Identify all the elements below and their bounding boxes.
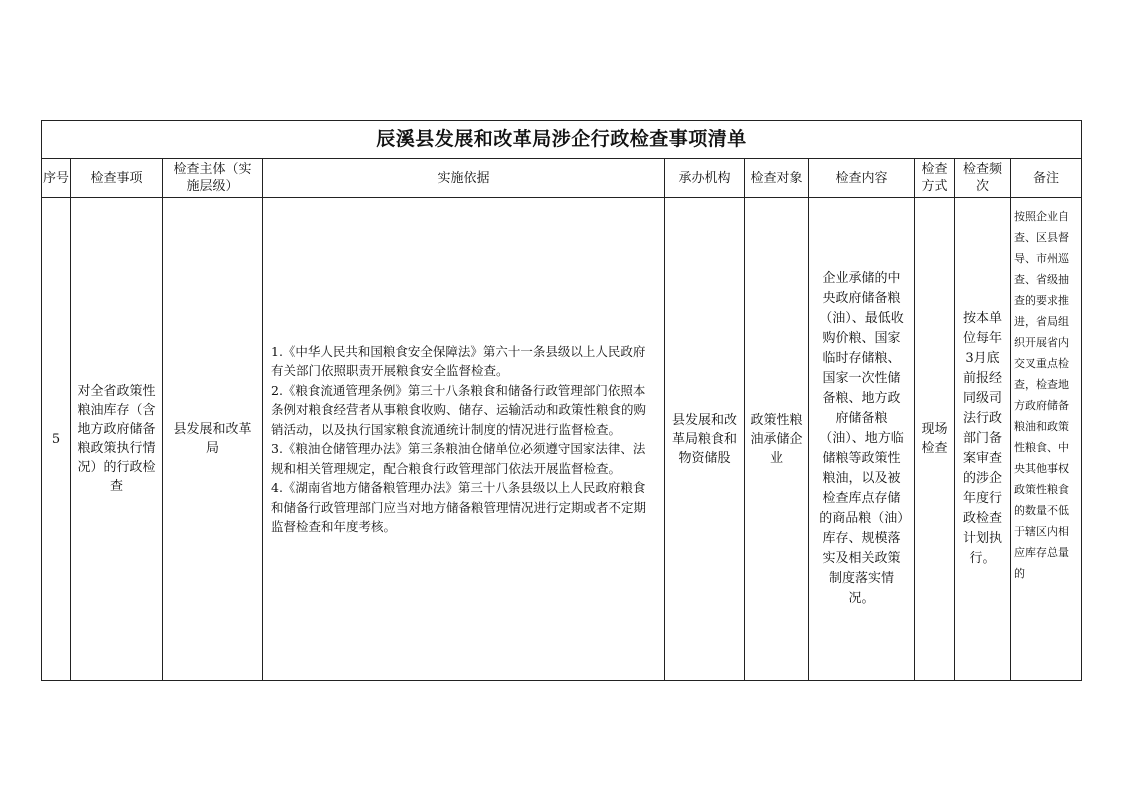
cell-frequency: 按本单位每年3月底前报经同级司法行政部门备案审查的涉企年度行政检查计划执行。 — [955, 198, 1011, 681]
header-content: 检查内容 — [809, 159, 915, 198]
cell-content: 企业承储的中央政府储备粮（油）、最低收购价粮、国家临时存储粮、国家一次性储备粮、地方政府储备粮（油）、地方临储粮等政策性粮油，以及被检查库点存储的商品粮（油）库存、规模落实及相关政策制度落实情况。 — [809, 198, 915, 681]
basis-clause-2: 2.《粮食流通管理条例》第三十八条粮食和储备行政管理部门依照本条例对粮食经营者从事粮食收购、储存、运输活动和政策性粮食的购销活动，以及执行国家粮食流通统计制度的情况进行监督检查。 — [271, 382, 647, 437]
header-remark: 备注 — [1011, 159, 1082, 198]
inspection-list-table-frame — [41, 120, 1081, 673]
cell-basis — [263, 198, 665, 681]
document-title: 辰溪县发展和改革局涉企行政检查事项清单 — [42, 121, 1082, 159]
header-basis: 实施依据 — [263, 159, 665, 198]
basis-clause-3: 3.《粮油仓储管理办法》第三条粮油仓储单位必须遵守国家法律、法规和相关管理规定，配合粮食行政管理部门依法开展监督检查。 — [271, 441, 646, 476]
cell-object: 政策性粮油承储企业 — [745, 198, 809, 681]
cell-seq: 5 — [42, 198, 71, 681]
header-dept: 承办机构 — [665, 159, 745, 198]
cell-item: 对全省政策性粮油库存（含地方政府储备粮政策执行情况）的行政检查 — [71, 198, 163, 681]
table-row — [42, 198, 1082, 681]
header-subject: 检查主体（实施层级） — [163, 159, 263, 198]
cell-dept: 县发展和改革局粮食和物资储股 — [665, 198, 745, 681]
cell-remark: 按照企业自查、区县督导、市州巡查、省级抽查的要求推进，省局组织开展省内交叉重点检查，检查地方政府储备粮油和政策性粮食、中央其他事权政策性粮食的数量不低于辖区内相应库存总量的 — [1011, 198, 1082, 681]
header-method: 检查方式 — [915, 159, 955, 198]
header-seq: 序号 — [42, 159, 71, 198]
basis-clause-1: 1.《中华人民共和国粮食安全保障法》第六十一条县级以上人民政府有关部门依照职责开展粮食安全监督检查。 — [271, 343, 646, 378]
header-row — [42, 159, 1082, 198]
cell-subject: 县发展和改革局 — [163, 198, 263, 681]
inspection-list-table — [41, 120, 1082, 681]
header-item: 检查事项 — [71, 159, 163, 198]
header-object: 检查对象 — [745, 159, 809, 198]
cell-method: 现场检查 — [915, 198, 955, 681]
basis-clause-4: 4.《湖南省地方储备粮管理办法》第三十八条县级以上人民政府粮食和储备行政管理部门应当对地方储备粮管理情况进行定期或者不定期监督检查和年度考核。 — [271, 480, 647, 534]
header-frequency: 检查频次 — [955, 159, 1011, 198]
